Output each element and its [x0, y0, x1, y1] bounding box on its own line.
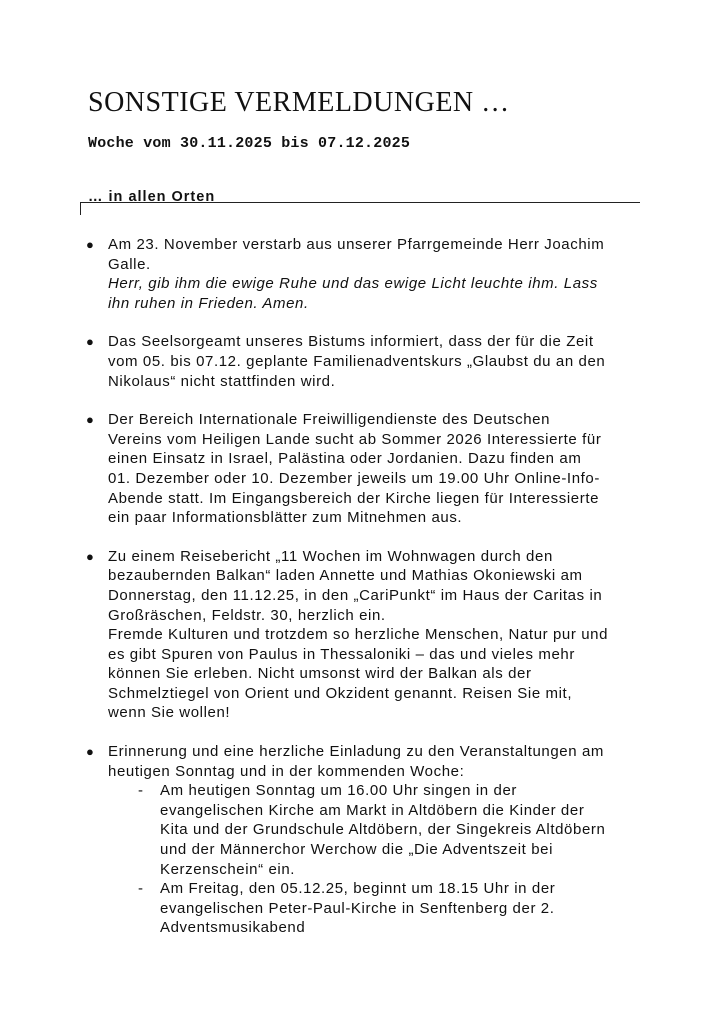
text-line: ein paar Informationsblätter zum Mitnehmen aus.: [108, 509, 463, 527]
text-line: können Sie erleben. Nicht umsonst wird der Balkan als der: [108, 665, 532, 683]
text-line: vom 05. bis 07.12. geplante Familienadventskurs „Glaubst du an den: [108, 352, 606, 370]
prayer-line: Herr, gib ihm die ewige Ruhe und das ewige Licht leuchte ihm. Lass: [108, 275, 598, 293]
event-item: [138, 879, 674, 938]
text-line: Kerzenschein“ ein.: [160, 860, 296, 878]
text-line: Erinnerung und eine herzliche Einladung zu den Veranstaltungen am: [108, 743, 604, 761]
text-line: Zu einem Reisebericht „11 Wochen im Wohnwagen durch den: [108, 547, 553, 565]
text-line: bezaubernden Balkan“ laden Annette und Mathias Okoniewski am: [108, 567, 583, 585]
text-line: Donnerstag, den 11.12.25, in den „CariPunkt“ im Haus der Caritas in: [108, 586, 603, 604]
announcement-list: [84, 235, 644, 957]
event-sublist: [138, 781, 674, 938]
event-item: [138, 781, 674, 879]
announcement-item: [84, 742, 644, 938]
text-line: Schmelztiegel von Orient und Okzident genannt. Reisen Sie mit,: [108, 684, 573, 702]
dash-icon: -: [138, 880, 144, 898]
week-range: Woche vom 30.11.2025 bis 07.12.2025: [88, 135, 411, 152]
text-line: Kita und der Grundschule Altdöbern, der Singekreis Altdöbern: [160, 821, 606, 839]
bullet-icon: ●: [86, 237, 95, 252]
text-line: Am Freitag, den 05.12.25, beginnt um 18.15 Uhr in der: [160, 880, 556, 898]
text-line: Das Seelsorgeamt unseres Bistums informiert, dass der für die Zeit: [108, 333, 594, 351]
announcement-item: [84, 410, 644, 528]
bullet-icon: ●: [86, 412, 95, 428]
announcement-item: [84, 332, 644, 391]
bullet-icon: ●: [86, 548, 95, 564]
text-line: 01. Dezember oder 10. Dezember jeweils um 19.00 Uhr Online-Info-: [108, 469, 600, 487]
section-heading: … in allen Orten: [88, 189, 216, 205]
text-line: Großräschen, Feldstr. 30, herzlich ein.: [108, 606, 386, 624]
prayer-line: ihn ruhen in Frieden. Amen.: [108, 294, 309, 312]
text-line: evangelischen Peter-Paul-Kirche in Senftenberg der 2.: [160, 899, 555, 917]
section-divider-tick: [80, 202, 81, 215]
page-title: SONSTIGE VERMELDUNGEN …: [88, 87, 510, 118]
text-line: Vereins vom Heiligen Lande sucht ab Sommer 2026 Interessierte für: [108, 430, 602, 448]
text-line: es gibt Spuren von Paulus in Thessaloniki – das und vieles mehr: [108, 645, 575, 663]
text-line: Abende statt. Im Eingangsbereich der Kirche liegen für Interessierte: [108, 489, 600, 507]
text-line: Galle.: [108, 255, 151, 273]
text-line: Der Bereich Internationale Freiwilligendienste des Deutschen: [108, 411, 551, 429]
text-line: evangelischen Kirche am Markt in Altdöbern die Kinder der: [160, 801, 585, 819]
text-line: und der Männerchor Werchow die „Die Adventszeit bei: [160, 841, 554, 859]
text-line: Nikolaus“ nicht stattfinden wird.: [108, 372, 336, 390]
dash-icon: -: [138, 782, 144, 800]
text-line: heutigen Sonntag und in der kommenden Woche:: [108, 762, 465, 780]
text-line: einen Einsatz in Israel, Palästina oder Jordanien. Dazu finden am: [108, 450, 582, 468]
text-line: Am 23. November verstarb aus unserer Pfarrgemeinde Herr Joachim: [108, 236, 605, 253]
section-divider: [80, 202, 640, 203]
announcement-item: [84, 235, 644, 313]
bullet-icon: ●: [86, 334, 95, 350]
announcement-item: [84, 547, 644, 723]
text-line: Fremde Kulturen und trotzdem so herzliche Menschen, Natur pur und: [108, 626, 609, 644]
text-line: Am heutigen Sonntag um 16.00 Uhr singen in der: [160, 782, 517, 800]
text-line: wenn Sie wollen!: [108, 704, 231, 722]
bullet-icon: ●: [86, 744, 95, 760]
text-line: Adventsmusikabend: [160, 919, 306, 937]
